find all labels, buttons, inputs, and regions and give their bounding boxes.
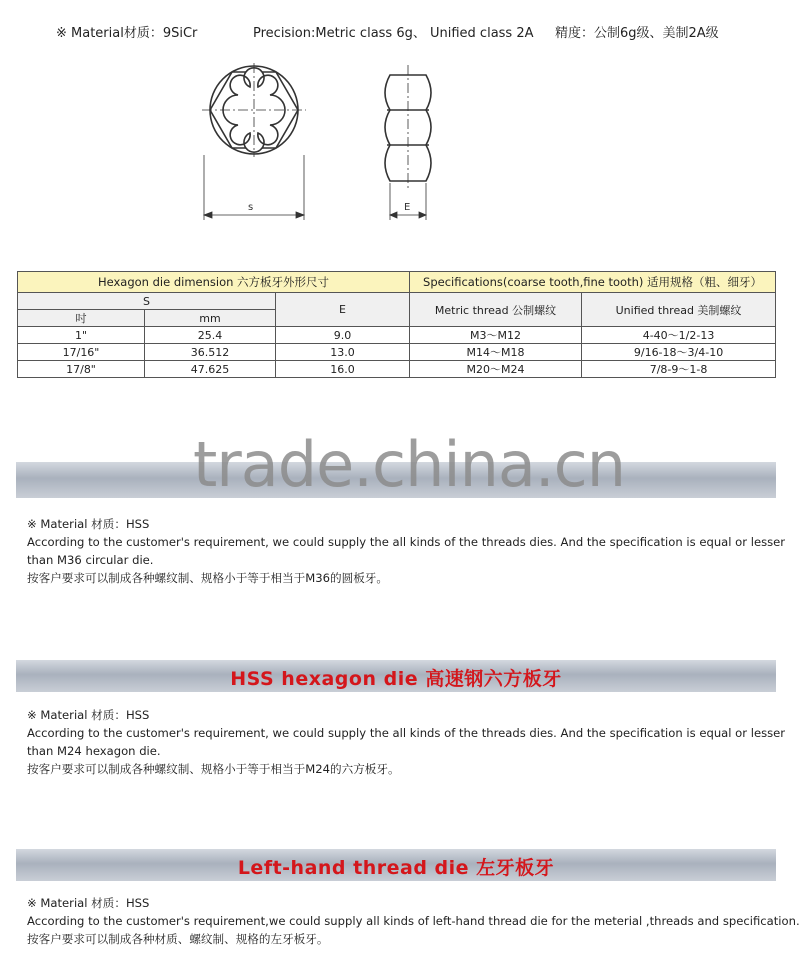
table-cell: 9.0 xyxy=(276,327,410,344)
table-cell: 13.0 xyxy=(276,344,410,361)
table-head-dimension: Hexagon die dimension 六方板牙外形尺寸 xyxy=(18,272,410,293)
hexagon-die-drawing xyxy=(190,55,450,225)
dimension-s-label: s xyxy=(248,202,254,213)
table-cell: 25.4 xyxy=(145,327,276,344)
dimension-table xyxy=(17,271,776,378)
table-cell: 16.0 xyxy=(276,361,410,378)
table-cell: 7/8-9～1-8 xyxy=(582,361,776,378)
material-label: ※ Material 材质：HSS xyxy=(27,517,150,531)
table-cell: 47.625 xyxy=(145,361,276,378)
section-circular-die-text xyxy=(27,515,787,587)
description-text: According to the customer's requirement, we could supply the all kinds of the threads dies. And the specification is equal or lesser xyxy=(27,535,786,549)
table-cell: 9/16-18～3/4-10 xyxy=(582,344,776,361)
section-hss-hexagon-die-text xyxy=(27,706,787,778)
table-cell: 17/8" xyxy=(18,361,145,378)
description-text: than M24 hexagon die. xyxy=(27,744,161,758)
description-text-cn: 按客户要求可以制成各种螺纹制、规格小于等于相当于M36的圆板牙。 xyxy=(27,571,388,585)
dimension-s xyxy=(204,155,304,220)
col-e: E xyxy=(276,293,410,327)
material-label: ※ Material材质：9SiCr xyxy=(56,26,198,41)
table-cell: 17/16" xyxy=(18,344,145,361)
col-unified-thread: Unified thread 美制螺纹 xyxy=(582,293,776,327)
description-text-cn: 按客户要求可以制成各种螺纹制、规格小于等于相当于M24的六方板牙。 xyxy=(27,762,400,776)
precision-label: Precision:Metric class 6g、 Unified class 2A xyxy=(253,26,534,41)
table-row xyxy=(18,361,776,378)
material-label: ※ Material 材质：HSS xyxy=(27,708,150,722)
table-head-specifications: Specifications(coarse tooth,fine tooth) 适用规格（粗、细牙） xyxy=(410,272,776,293)
description-text: According to the customer's requirement,we could supply all kinds of left-hand thread die for the meterial ,threads and specification. xyxy=(27,914,800,928)
col-mm: mm xyxy=(145,310,276,327)
description-text: According to the customer's requirement, we could supply the all kinds of the threads dies. And the specification is equal or lesser xyxy=(27,726,786,740)
table-cell: 1" xyxy=(18,327,145,344)
col-inch: 吋 xyxy=(18,310,145,327)
col-metric-thread: Metric thread 公制螺纹 xyxy=(410,293,582,327)
table-cell: 4-40～1/2-13 xyxy=(582,327,776,344)
hex-side-view xyxy=(385,65,431,191)
table-cell: M3～M12 xyxy=(410,327,582,344)
table-row xyxy=(18,327,776,344)
col-s: S xyxy=(18,293,276,310)
section-left-hand-thread-die-text xyxy=(27,894,800,948)
description-text-cn: 按客户要求可以制成各种材质、螺纹制、规格的左牙板牙。 xyxy=(27,932,329,946)
material-label: ※ Material 材质：HSS xyxy=(27,896,150,910)
section-title-left-hand-thread-die: Left-hand thread die 左牙板牙 xyxy=(237,857,555,879)
description-text: than M36 circular die. xyxy=(27,553,154,567)
dimension-e-label: E xyxy=(404,202,411,213)
table-cell: M20～M24 xyxy=(410,361,582,378)
section-title-hss-hexagon-die: HSS hexagon die 高速钢六方板牙 xyxy=(230,668,562,690)
table-cell: 36.512 xyxy=(145,344,276,361)
watermark: trade.china.cn xyxy=(193,428,625,501)
table-cell: M14～M18 xyxy=(410,344,582,361)
precision-cn-label: 精度：公制6g级、美制2A级 xyxy=(555,26,719,41)
hex-front-view xyxy=(202,63,306,157)
table-row xyxy=(18,344,776,361)
